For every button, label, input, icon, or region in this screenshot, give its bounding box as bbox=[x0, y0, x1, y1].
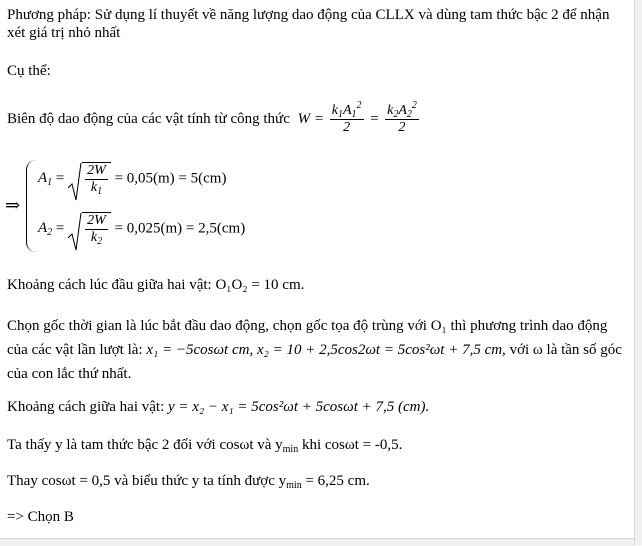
quadratic-line: Ta thấy y là tam thức bậc 2 đối với cosωt và $y_{min}$ khi cosωt = -0,5. bbox=[7, 437, 403, 455]
system-brace bbox=[26, 160, 37, 252]
answer-line: => Chọn B bbox=[7, 509, 74, 525]
vertical-scrollbar[interactable] bbox=[634, 0, 642, 545]
origin-paragraph bbox=[7, 314, 627, 386]
energy-fraction-2: $\frac{k_2A_2^2}{2}$ bbox=[387, 100, 417, 136]
energy-fraction-1: $\frac{k_1A_1^2}{2}$ bbox=[331, 100, 362, 136]
origin-equations: x₁ = −5cosωt cm, x₂ = 10 + 2,5cos2ωt = 5cos²ωt + 7,5 cm, bbox=[146, 342, 506, 358]
amplitude-intro-text: Biên độ dao động của các vật tính từ công thức bbox=[7, 111, 290, 127]
energy-w: W = bbox=[297, 111, 324, 127]
origin-choice: Chọn gốc thời gian là lúc bắt đầu dao động, chọn gốc tọa độ trùng với O₁ thì phương trình dao động của các vật lần lượt là: bbox=[7, 318, 608, 358]
distance-label: Khoảng cách giữa hai vật: bbox=[7, 399, 165, 415]
origin-tail: với ω là tần số góc của con lắc thứ nhất. bbox=[7, 342, 622, 382]
distance-equation: y = x₂ − x₁ = 5cos²ωt + 5cosωt + 7,5 (cm). bbox=[168, 399, 430, 415]
substitute-line: Thay cosωt = 0,5 và biểu thức y ta tính được $y_{min} = 6,25$ cm. bbox=[7, 473, 370, 491]
a1-result: = 0,05(m) = 5(cm) bbox=[114, 170, 227, 187]
sqrt-a2: $\frac{2W}{k_2}$ bbox=[68, 212, 111, 246]
method-paragraph: Phương pháp: Sử dụng lí thuyết về năng lượng dao động của CLLX và dùng tam thức bậc 2 để nhận xét giá trị nhỏ nhất bbox=[7, 7, 610, 41]
energy-formula: W = $\frac{k_1A_1^2}{2}$ = $\frac{k_2A_2^2}{2}$ bbox=[297, 100, 417, 136]
detail-label: Cụ thể: bbox=[7, 63, 51, 79]
amplitude-intro bbox=[7, 100, 421, 138]
initial-distance: Khoảng cách lúc đầu giữa hai vật: O₁O₂ = 10 cm. bbox=[7, 277, 305, 293]
distance-line bbox=[7, 398, 429, 416]
amplitude-a1-row: $A_1$ = $\frac{2W}{k_1}$ = 0,05(m) = 5(cm) bbox=[38, 162, 226, 196]
sqrt-a1: $\frac{2W}{k_1}$ bbox=[68, 162, 111, 196]
implies-arrow: ⇒ bbox=[5, 195, 21, 215]
a2-result: = 0,025(m) = 2,5(cm) bbox=[114, 220, 246, 237]
amplitude-a2-row: $A_2$ = $\frac{2W}{k_2}$ = 0,025(m) = 2,5(cm) bbox=[38, 212, 245, 246]
